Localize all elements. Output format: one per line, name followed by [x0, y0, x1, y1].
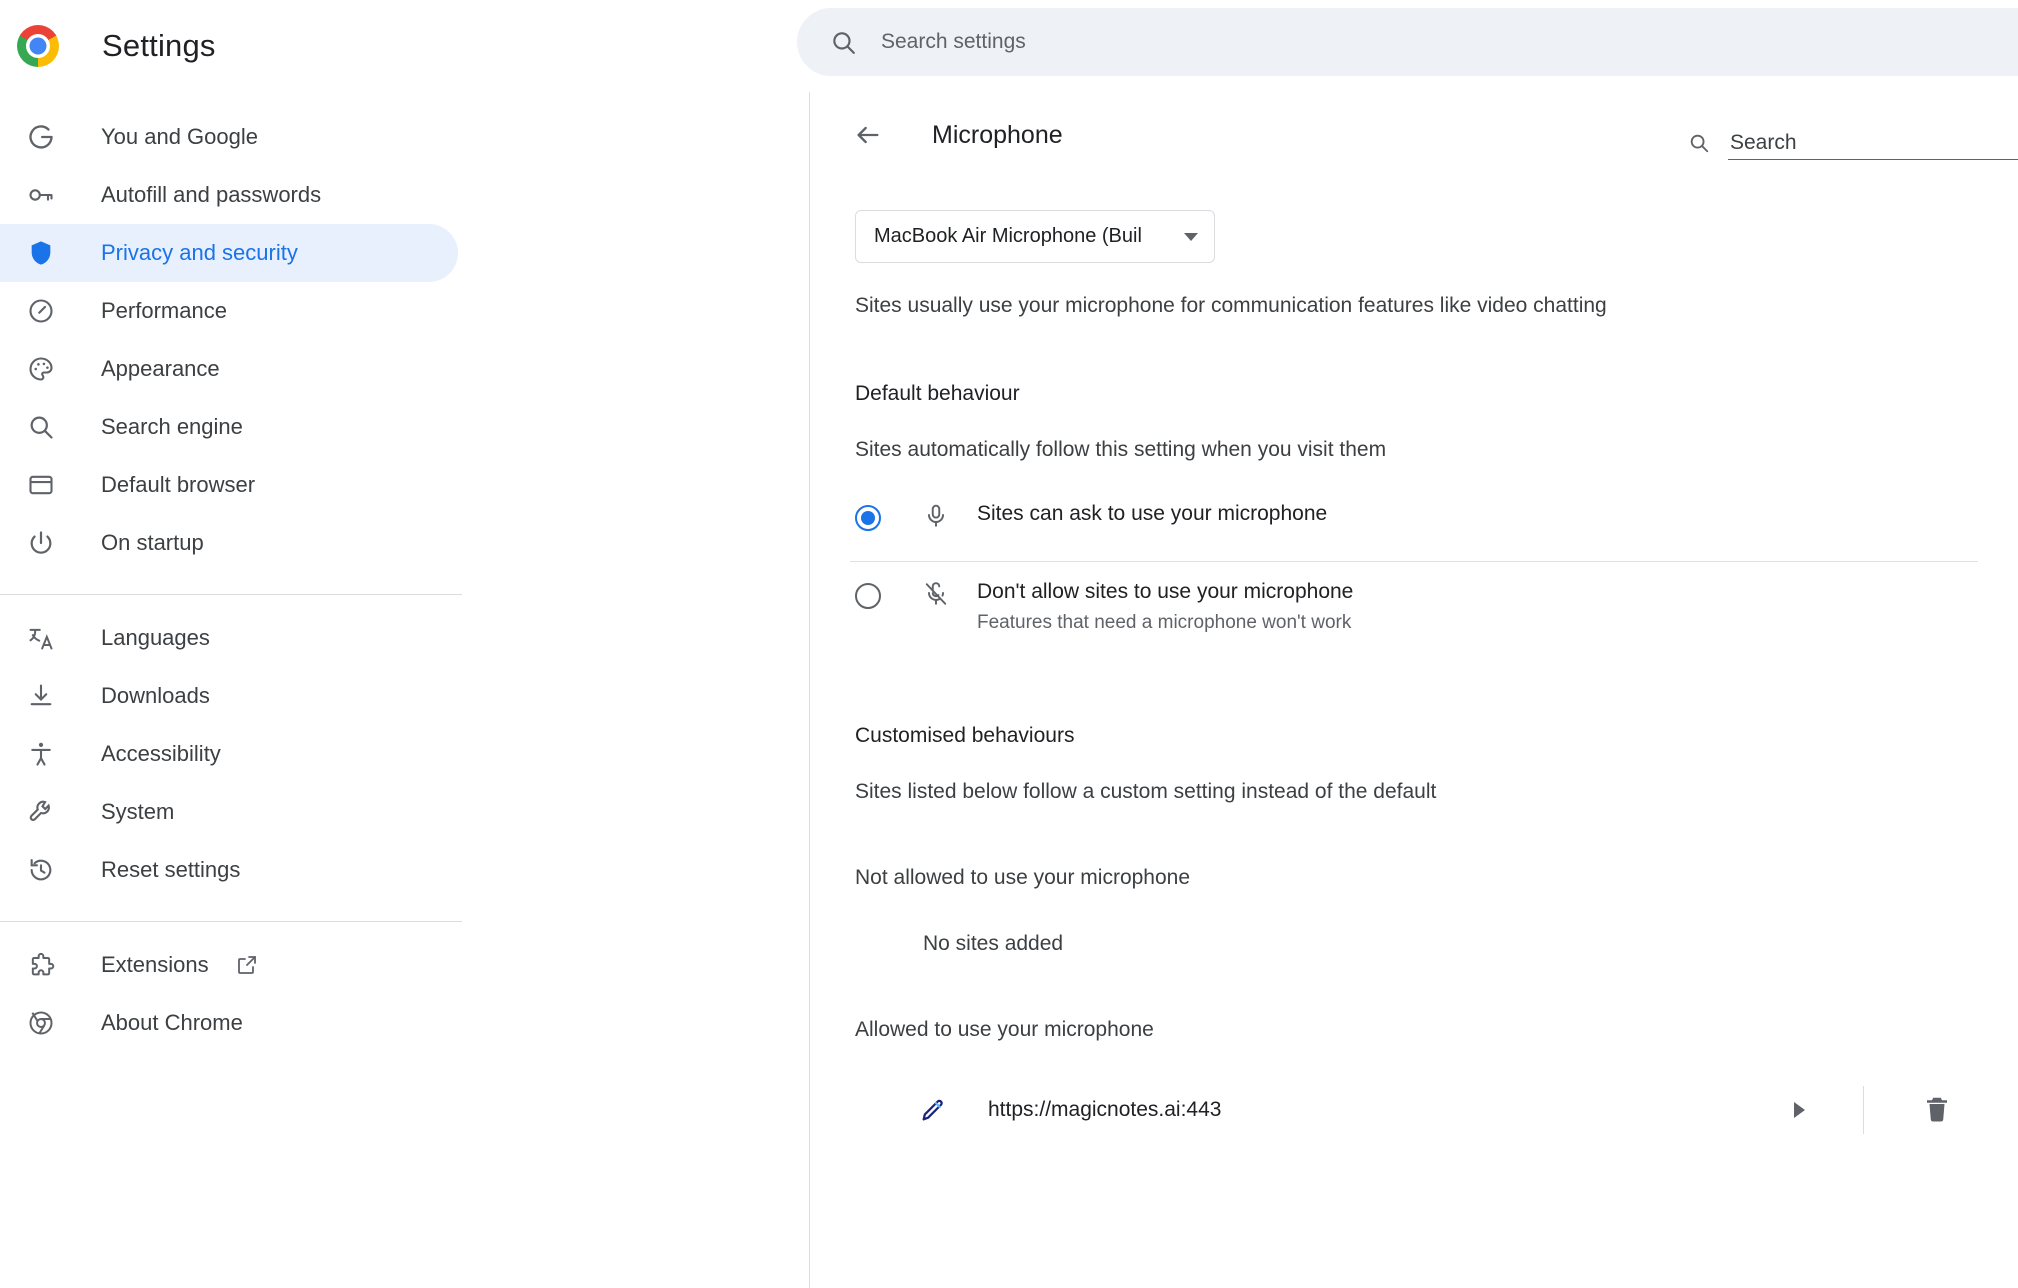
sidebar-item-label: Search engine	[101, 414, 243, 439]
google-g-icon	[26, 122, 56, 152]
page-title: Settings	[102, 27, 216, 63]
sidebar-item-about-chrome[interactable]	[0, 994, 458, 1052]
microphone-device-select[interactable]	[855, 210, 1215, 263]
microphone-device-value: MacBook Air Microphone (Buil	[874, 225, 1142, 247]
sidebar-item-label: Appearance	[101, 356, 220, 381]
device-description: Sites usually use your microphone for communication features like video chatting	[855, 294, 1607, 317]
sidebar-item-downloads[interactable]	[0, 667, 458, 725]
customised-behaviours-subtitle: Sites listed below follow a custom setting instead of the default	[855, 780, 1437, 803]
search-input[interactable]	[879, 22, 1711, 62]
customised-behaviours-title: Customised behaviours	[855, 724, 1075, 747]
chevron-right-icon[interactable]	[1794, 1102, 1805, 1118]
sidebar-item-on-startup[interactable]	[0, 514, 458, 572]
sidebar-item-label: Languages	[101, 625, 210, 650]
main-header	[810, 92, 2018, 178]
sidebar-item-label: Extensions	[101, 952, 209, 977]
sidebar-item-search-engine[interactable]	[0, 398, 458, 456]
main-title: Microphone	[932, 120, 1063, 149]
radio-option-text	[977, 580, 1353, 634]
radio-button-block[interactable]	[855, 583, 881, 609]
sidebar-item-reset-settings[interactable]	[0, 841, 458, 899]
site-url: https://magicnotes.ai:443	[988, 1098, 1222, 1121]
sidebar-item-label: About Chrome	[101, 1010, 243, 1035]
main-search-box[interactable]	[1688, 130, 2018, 160]
blocked-group-label: Not allowed to use your microphone	[855, 866, 1191, 889]
sidebar-item-default-browser[interactable]	[0, 456, 458, 514]
chevron-down-icon	[1184, 233, 1198, 241]
top-bar	[0, 0, 2018, 92]
window-icon	[26, 470, 56, 500]
palette-icon	[26, 354, 56, 384]
microphone-off-icon	[922, 580, 950, 608]
default-behaviour-title: Default behaviour	[855, 382, 1020, 405]
sidebar-item-system[interactable]	[0, 783, 458, 841]
speedometer-icon	[26, 296, 56, 326]
radio-option-block[interactable]	[850, 562, 1978, 652]
default-behaviour-subtitle: Sites automatically follow this setting when you visit them	[855, 438, 1387, 461]
accessibility-icon	[26, 739, 56, 769]
sidebar	[0, 92, 810, 1288]
trash-icon[interactable]	[1922, 1093, 1952, 1127]
sidebar-item-label: Downloads	[101, 683, 210, 708]
main-content	[810, 210, 2018, 1140]
sidebar-item-label: Autofill and passwords	[101, 182, 322, 207]
search-icon	[830, 29, 856, 55]
sidebar-group-footer	[0, 936, 809, 1060]
sidebar-item-label: Reset settings	[101, 857, 241, 882]
pen-favicon-icon	[918, 1095, 948, 1125]
sidebar-item-label: Privacy and security	[101, 240, 298, 265]
row-divider	[1863, 1086, 1864, 1134]
sidebar-item-performance[interactable]	[0, 282, 458, 340]
chrome-outline-icon	[26, 1008, 56, 1038]
default-behaviour-options	[850, 484, 1978, 652]
list-item[interactable]	[850, 1080, 1978, 1140]
shield-icon	[26, 238, 56, 268]
sidebar-item-label: On startup	[101, 530, 204, 555]
chrome-logo-icon	[17, 25, 59, 67]
sidebar-divider	[0, 594, 462, 595]
main-panel	[810, 92, 2018, 1288]
sidebar-item-appearance[interactable]	[0, 340, 458, 398]
main-search-input[interactable]	[1728, 130, 2018, 160]
sidebar-item-privacy-and-security[interactable]	[0, 224, 458, 282]
sidebar-item-label: Accessibility	[101, 741, 221, 766]
radio-option-ask[interactable]	[850, 484, 1978, 562]
extension-icon	[26, 950, 56, 980]
radio-option-text	[977, 502, 1327, 526]
sidebar-item-autofill-and-passwords[interactable]	[0, 166, 458, 224]
radio-option-sublabel: Features that need a microphone won't work	[977, 612, 1352, 633]
microphone-device-row	[850, 210, 1978, 263]
wrench-icon	[26, 797, 56, 827]
power-icon	[26, 528, 56, 558]
restore-icon	[26, 855, 56, 885]
sidebar-item-extensions[interactable]	[0, 936, 458, 994]
sidebar-group-advanced	[0, 609, 809, 907]
key-icon	[26, 180, 56, 210]
sidebar-item-languages[interactable]	[0, 609, 458, 667]
sidebar-item-label: Default browser	[101, 472, 256, 497]
download-icon	[26, 681, 56, 711]
search-icon	[26, 412, 56, 442]
sidebar-item-label: System	[101, 799, 175, 824]
sidebar-item-label: Performance	[101, 298, 227, 323]
blocked-empty-text: No sites added	[923, 932, 1064, 955]
global-search-box[interactable]	[797, 8, 2018, 76]
microphone-icon	[922, 502, 950, 530]
arrow-back-icon[interactable]	[846, 113, 890, 157]
sidebar-item-you-and-google[interactable]	[0, 108, 458, 166]
allowed-group-label: Allowed to use your microphone	[855, 1018, 1154, 1041]
search-icon	[1688, 132, 1710, 154]
sidebar-group-main	[0, 108, 809, 580]
open-in-new-icon[interactable]	[235, 953, 259, 977]
sidebar-item-accessibility[interactable]	[0, 725, 458, 783]
radio-option-label: Sites can ask to use your microphone	[977, 502, 1328, 525]
radio-option-label: Don't allow sites to use your microphone	[977, 580, 1354, 603]
radio-button-ask[interactable]	[855, 505, 881, 531]
sidebar-divider	[0, 921, 462, 922]
translate-icon	[26, 623, 56, 653]
sidebar-item-label: You and Google	[101, 124, 258, 149]
